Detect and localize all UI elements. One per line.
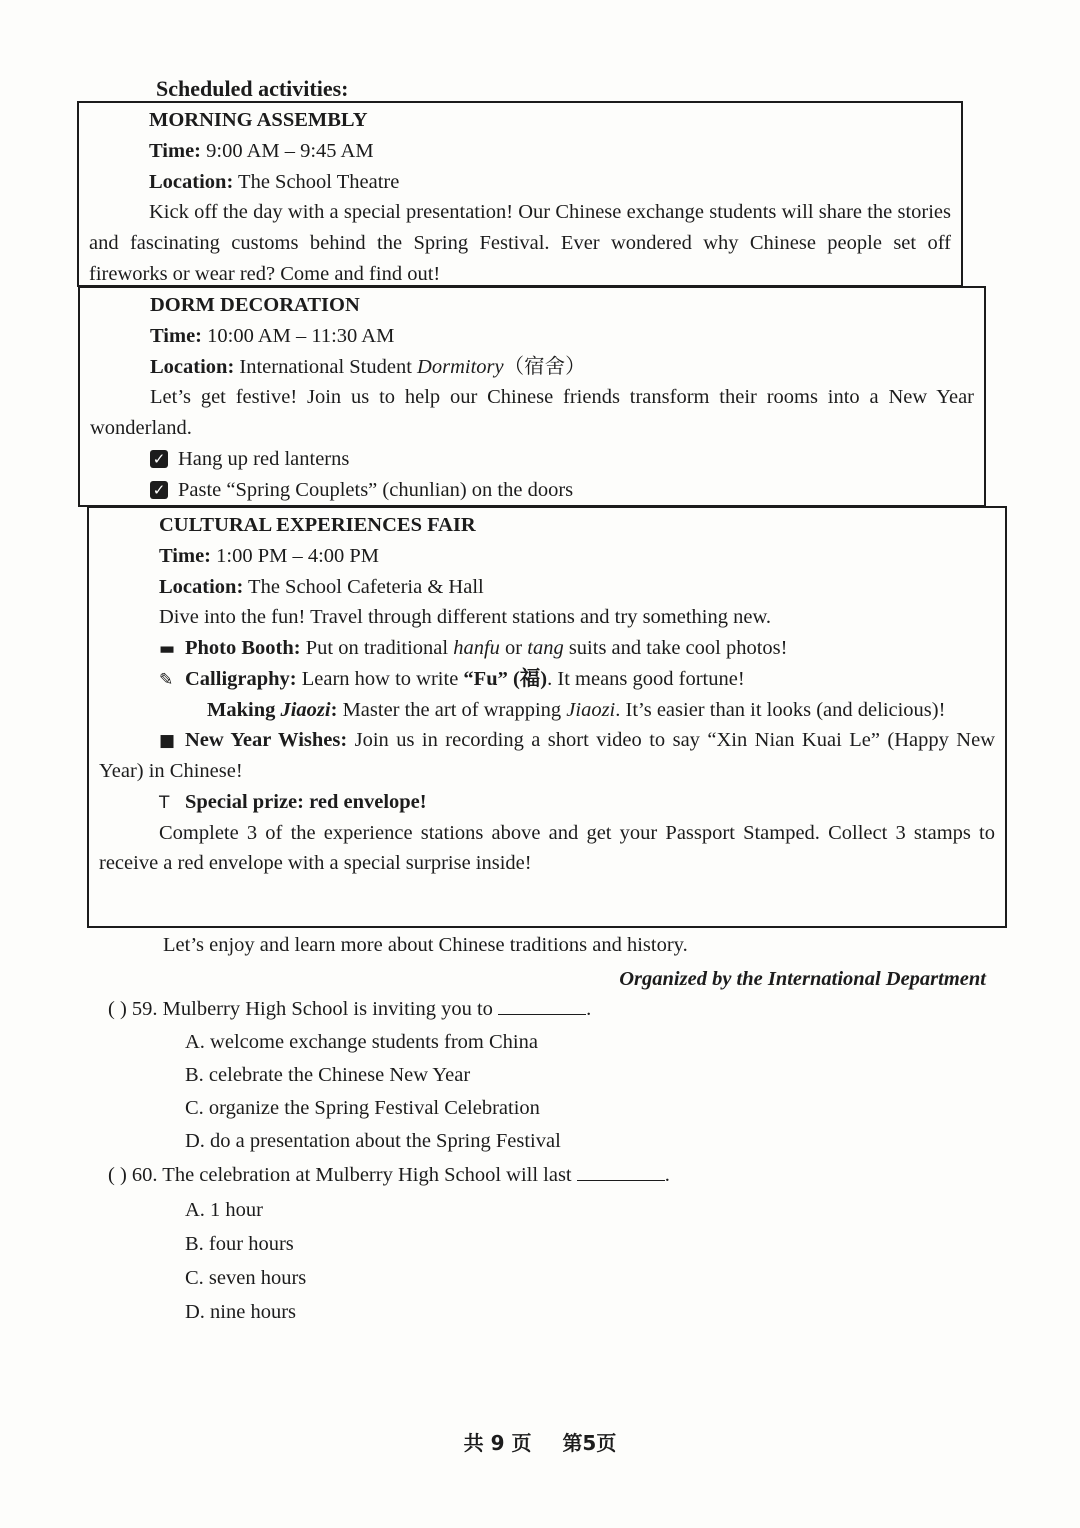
option-c: C. organize the Spring Festival Celebration (185, 1097, 540, 1119)
checkbox-checked-icon: ✓ (150, 450, 168, 468)
option-a: A. 1 hour (185, 1199, 264, 1221)
page-footer (0, 1428, 1080, 1458)
activity-description: Kick off the day with a special presentation! Our Chinese exchange students will share the stories and fascinating customs behind the Spring Festival. Ever wondered why Chinese people set off fireworks or wear red? Come and find out! (89, 201, 951, 285)
answer-blank (498, 996, 586, 1015)
checklist-item: ✓ Hang up red lanterns (90, 444, 974, 475)
option-d: D. do a presentation about the Spring Festival (185, 1130, 561, 1152)
option-b: B. celebrate the Chinese New Year (185, 1064, 471, 1086)
option-a: A. welcome exchange students from China (185, 1031, 538, 1053)
option-c: C. seven hours (185, 1267, 307, 1289)
option-b: B. four hours (185, 1233, 294, 1255)
activity-location: Location: The School Theatre (149, 170, 400, 193)
activity-title: MORNING ASSEMBLY (149, 109, 368, 131)
checkbox-checked-icon: ✓ (150, 481, 168, 499)
trophy-icon: T (159, 792, 170, 813)
schedule-heading: Scheduled activities: (156, 76, 349, 101)
station-photo-booth: ▬ Photo Booth: Put on traditional hanfu or tang suits and take cool photos! (99, 633, 995, 664)
brush-icon: ✎ (159, 669, 174, 690)
activity-time: Time: 9:00 AM – 9:45 AM (149, 139, 374, 162)
station-making-jiaozi: Making Jiaozi: Master the art of wrapping Jiaozi. It’s easier than it looks (and delicious)! (207, 698, 946, 721)
activity-title: CULTURAL EXPERIENCES FAIR (159, 514, 476, 536)
activity-cultural-fair (87, 506, 1007, 928)
closing-text: Let’s enjoy and learn more about Chinese traditions and history. (163, 934, 688, 956)
question-60: ( ) 60. The celebration at Mulberry High School will last . (108, 1164, 670, 1186)
activity-time: Time: 1:00 PM – 4:00 PM (159, 544, 380, 567)
organizer-credit: Organized by the International Department (619, 968, 986, 990)
station-calligraphy: ✎ Calligraphy: Learn how to write “Fu” (福). It means good fortune! (99, 664, 995, 695)
video-camera-icon: ■ (159, 731, 176, 752)
station-new-year-wishes: ■ New Year Wishes: Join us in recording a short video to say “Xin Nian Kuai Le” (Happy New Year) in Chinese! (99, 729, 995, 782)
prize-description: Complete 3 of the experience stations above and get your Passport Stamped. Collect 3 stamps to receive a red envelope with a special surprise inside! (99, 821, 995, 875)
answer-blank (577, 1162, 665, 1181)
activity-morning-assembly (77, 101, 963, 287)
activity-time: Time: 10:00 AM – 11:30 AM (150, 324, 395, 347)
activity-location: Location: The School Cafeteria & Hall (159, 575, 484, 598)
answer-paren[interactable]: ( ) (108, 998, 127, 1020)
answer-paren[interactable]: ( ) (108, 1164, 127, 1186)
activity-description: Let’s get festive! Join us to help our Chinese friends transform their rooms into a New Year wonderland. (90, 386, 974, 439)
current-page: 第5页 (562, 1431, 617, 1455)
activity-title: DORM DECORATION (150, 294, 360, 316)
total-pages: 共 9 页 (463, 1431, 532, 1455)
checklist-item: ✓ Paste “Spring Couplets” (chunlian) on the doors (90, 475, 974, 506)
activity-location: Location: International Student Dormitory（宿舍） (150, 355, 586, 378)
special-prize: T Special prize: red envelope! (99, 787, 995, 818)
camera-icon: ▬ (159, 639, 176, 659)
activity-description: Dive into the fun! Travel through different stations and try something new. (159, 606, 772, 629)
option-d: D. nine hours (185, 1301, 297, 1323)
question-59: ( ) 59. Mulberry High School is inviting you to . (108, 998, 592, 1020)
activity-dorm-decoration (78, 286, 986, 507)
